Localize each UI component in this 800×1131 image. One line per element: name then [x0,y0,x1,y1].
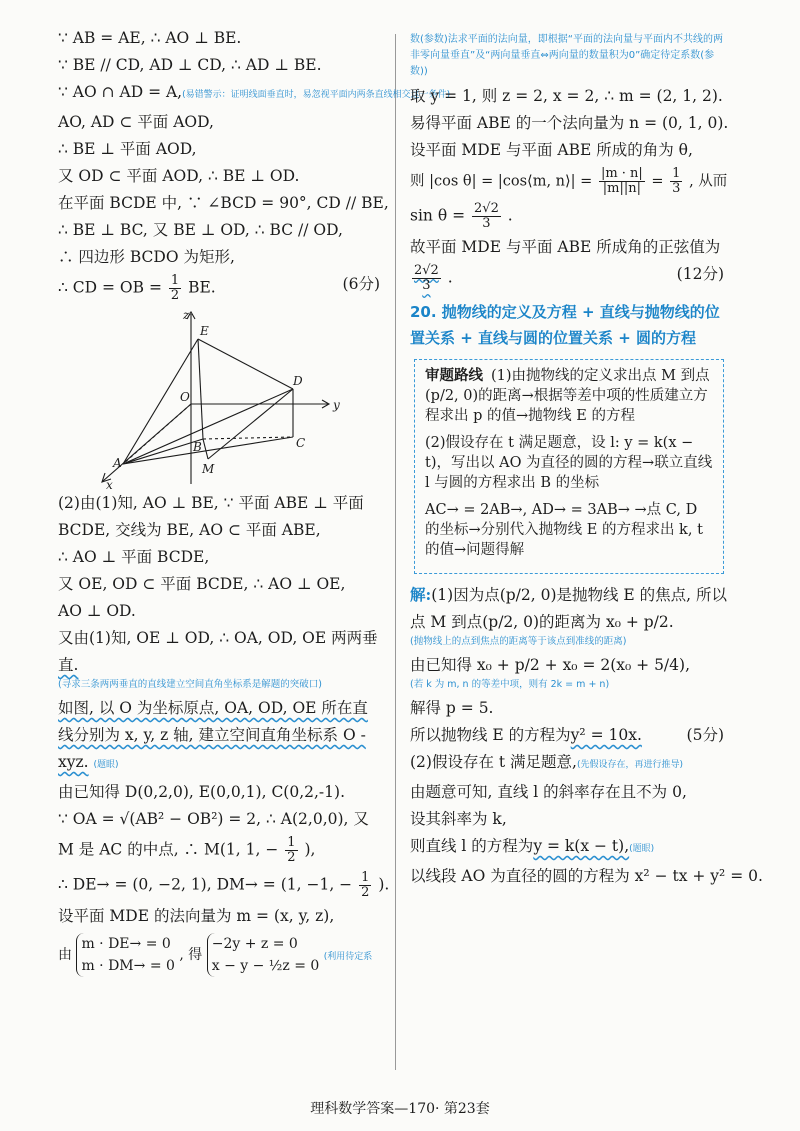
annotation-note: (寻求三条两两垂直的直线建立空间直角坐标系是解题的突破口) [58,679,322,690]
fraction: $\frac{1}{2}$ [170,273,180,303]
point-C: C [296,436,306,450]
proof-line: (2)由(1)知, AO ⊥ BE, ∵ 平面 ABE ⊥ 平面 [58,494,364,512]
proof-line: xyz. (题眼) [58,753,119,771]
proof-line: 则 |cos θ| = |cos⟨m, n⟩| = $\frac{|m \cdot n|}{|m||n|}$ = $\frac{1}{3}$ , 从而 [410,166,728,196]
score-mark: (12分) [676,265,724,283]
score-mark: (5分) [686,726,724,744]
solution-line: (2)假设存在 t 满足题意,(先假设存在，再进行推导) [410,753,683,771]
proof-line: 在平面 BCDE 中, ∵ ∠BCD = 90°, CD // BE, [58,194,389,212]
analysis-box-title: 审题路线 [425,368,483,384]
analysis-step: AC→ = 2AB→, AD→ = 3AB→ →点 C, D 的坐标→分别代入抛物线 E 的方程求出 k, t 的值→问题得解 [425,502,703,558]
proof-line: 直. [58,656,79,674]
analysis-box [414,359,724,574]
proof-line: ∴ AO ⊥ 平面 BCDE, [58,548,210,566]
annotation-note: (先假设存在，再进行推导) [576,760,683,770]
question-20-title: 20. 抛物线的定义及方程 + 直线与抛物线的位置关系 + 直线与圆的位置关系 + 圆的方程 [410,303,720,347]
right-column [410,28,763,893]
solution-label: 解: [410,585,432,604]
solution-line: 则直线 l 的方程为y = k(x − t),(题眼) [410,837,655,855]
point-A: A [113,456,122,470]
point-D: D [293,374,303,388]
proof-line: $\frac{2√2}{3}$ . (12分) [414,263,724,293]
proof-line: ∵ AO ∩ AD = A,(易错警示：证明线面垂直时，易忽视平面内两条直线相交这一条件) [58,83,451,101]
proof-line: ∴ BE ⊥ 平面 AOD, [58,140,197,158]
equation-system: −2y + z = 0 x − y − ½z = 0 [207,933,320,977]
proof-line: ∵ BE // CD, AD ⊥ CD, ∴ AD ⊥ BE. [58,56,322,74]
proof-line: 易得平面 ABE 的一个法向量为 n = (0, 1, 0). [410,114,729,132]
axis-z: z [183,309,190,322]
solution-line: 所以抛物线 E 的方程为y² = 10x. (5分) [410,726,724,744]
annotation-note: (题眼) [93,760,119,770]
axis-y: y [333,398,340,412]
axis-x: x [106,478,113,489]
proof-line: 又 OD ⊂ 平面 AOD, ∴ BE ⊥ OD. [58,167,300,185]
proof-line: M 是 AC 的中点, ∴ M(1, 1, − $\frac{1}{2}$ ), [58,835,316,865]
column-divider [395,34,396,1070]
geometry-figure [88,309,388,489]
proof-line: 线分别为 x, y, z 轴, 建立空间直角坐标系 O - [58,726,366,744]
proof-line: ∵ AB = AE, ∴ AO ⊥ BE. [58,29,242,47]
proof-line: 设平面 MDE 的法向量为 m = (x, y, z), [58,907,335,925]
fraction: $\frac{2√2}{3}$ [414,263,439,293]
equation-system-line: 由 m · DE→ = 0 m · DM→ = 0 , 得 −2y + z = 0 x − y − ½z = 0 (利用待定系 [58,933,380,977]
annotation-note: (题眼) [629,844,655,854]
proof-line: ∵ OA = √(AB² − OB²) = 2, ∴ A(2,0,0), 又 [58,810,369,828]
proof-line: 又 OE, OD ⊂ 平面 BCDE, ∴ AO ⊥ OE, [58,575,346,593]
annotation-note: (抛物线上的点到焦点的距离等于该点到准线的距离) [410,636,627,647]
annotation-note: (利用待定系 [323,952,373,962]
solution-line: 解得 p = 5. [410,699,494,717]
fraction: $\frac{|m \cdot n|}{|m||n|}$ [600,166,643,196]
page-footer: 理科数学答案—170· 第23套 [310,1101,490,1117]
proof-line: 由已知得 D(0,2,0), E(0,0,1), C(0,2,-1). [58,783,346,801]
solution-line: 由题意可知, 直线 l 的斜率存在且不为 0, [410,783,687,801]
proof-line: 取 y = 1, 则 z = 2, x = 2, ∴ m = (2, 1, 2). [410,87,723,105]
point-E: E [200,324,209,338]
proof-line: ∴ CD = OB = $\frac{1}{2}$ BE. (6分) [58,273,380,303]
fraction: $\frac{1}{3}$ [672,166,681,196]
point-B: B [193,440,202,454]
annotation-note: (若 k 为 m, n 的等差中项，则有 2k = m + n) [410,679,610,690]
solution-line: 以线段 AO 为直径的圆的方程为 x² − tx + y² = 0. [410,867,763,885]
equation-system: m · DE→ = 0 m · DM→ = 0 [76,933,174,977]
solution-line: 设其斜率为 k, [410,810,507,828]
proof-line: sin θ = $\frac{2√2}{3}$ . [410,201,513,231]
analysis-step: 审题路线 (1)由抛物线的定义求出点 M 到点(p/2, 0)的距离→根据等差中项的性质建立方程求出 p 的值→抛物线 E 的方程 [425,368,710,424]
score-mark: (6分) [342,275,380,293]
proof-line: 如图, 以 O 为坐标原点, OA, OD, OE 所在直 [58,699,368,717]
fraction: $\frac{2√2}{3}$ [474,201,499,231]
fraction: $\frac{1}{2}$ [361,870,370,900]
proof-line: BCDE, 交线为 BE, AO ⊂ 平面 ABE, [58,521,321,539]
point-O: O [180,390,190,404]
proof-line: 又由(1)知, OE ⊥ OD, ∴ OA, OD, OE 两两垂 [58,629,378,647]
solution-line: 由已知得 x₀ + p/2 + x₀ = 2(x₀ + 5/4), [410,656,690,674]
fraction: $\frac{1}{2}$ [287,835,296,865]
annotation-note: 数(参数)法求平面的法向量，即根据“平面的法向量与平面内不共线的两非零向量垂直”及“两向量垂直⇔两向量的数量积为0”确定待定系数(参数)) [410,34,723,77]
solution-line: 点 M 到点(p/2, 0)的距离为 x₀ + p/2. [410,613,674,631]
proof-line: ∴ BE ⊥ BC, 又 BE ⊥ OD, ∴ BC // OD, [58,221,343,239]
proof-line: AO ⊥ OD. [58,602,136,620]
point-M: M [202,462,215,476]
proof-line: ∴ 四边形 BCDO 为矩形, [58,248,235,266]
proof-line: 故平面 MDE 与平面 ABE 所成角的正弦值为 [410,238,721,256]
analysis-step: (2)假设存在 t 满足题意，设 l: y = k(x − t)，写出以 AO 为直径的圆的方程→联立直线 l 与圆的方程求出 B 的坐标 [425,435,713,491]
proof-line: ∴ DE→ = (0, −2, 1), DM→ = (1, −1, − $\frac{1}{2}$ ). [58,870,390,900]
annotation-note: (易错警示：证明线面垂直时，易忽视平面内两条直线相交这一条件) [182,90,451,100]
proof-line: AO, AD ⊂ 平面 AOD, [58,113,214,131]
proof-line: 设平面 MDE 与平面 ABE 所成的角为 θ, [410,141,693,159]
solution-line: 解:(1)因为点(p/2, 0)是抛物线 E 的焦点, 所以 [410,585,728,604]
